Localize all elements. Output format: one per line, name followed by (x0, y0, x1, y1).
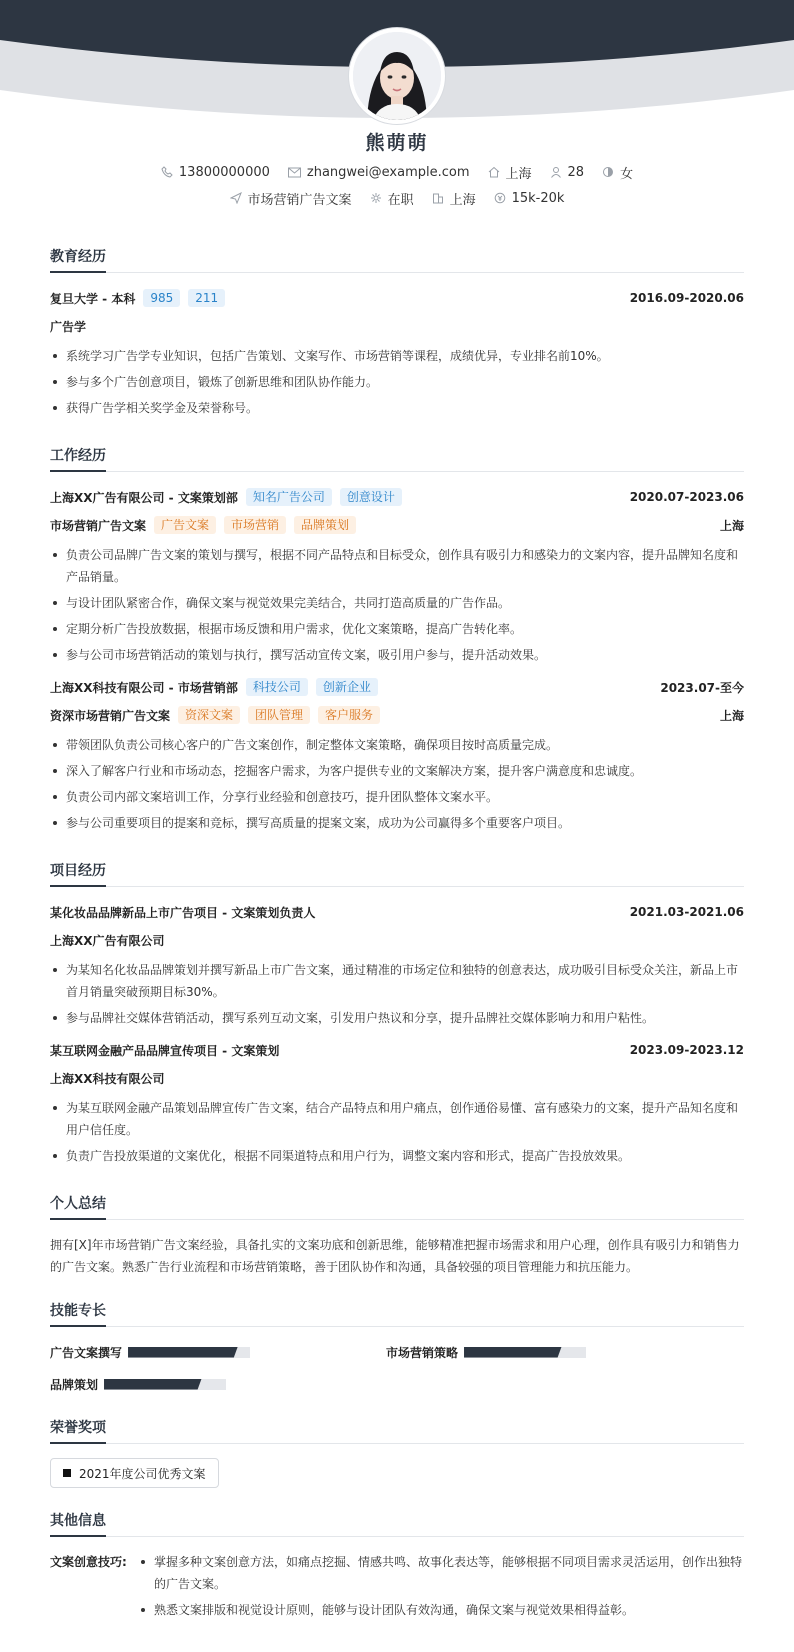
gear-icon (370, 192, 382, 204)
gender-icon (602, 166, 614, 178)
company-tag: 知名广告公司 (246, 488, 332, 506)
section-title: 工作经历 (50, 445, 744, 472)
company-tag: 创新企业 (316, 678, 378, 696)
other-section (50, 1510, 744, 1625)
skill-label: 品牌策划 (50, 1377, 99, 1392)
project-period: 2023.09-2023.12 (629, 1043, 744, 1057)
award-text: 2021年度公司优秀文案 (79, 1466, 206, 1481)
other-info (50, 1551, 744, 1625)
position-tag: 客户服务 (318, 706, 380, 724)
list-item: 负责公司内部文案培训工作，分享行业经验和创意技巧，提升团队整体文案水平。 (50, 786, 744, 808)
education-head (50, 287, 744, 309)
list-item: 负责公司品牌广告文案的策划与撰写，根据不同产品特点和目标受众，创作具有吸引力和感染力的文案内容，提升品牌知名度和产品销量。 (50, 544, 744, 588)
location-item (488, 163, 532, 182)
position-tag: 市场营销 (224, 516, 286, 534)
skill-label: 广告文案撰写 (50, 1345, 123, 1360)
list-item: 为某知名化妆品品牌策划并撰写新品上市广告文案，通过精准的市场定位和独特的创意表达，成功吸引目标受众关注，新品上市首月销量突破预期目标30%。 (50, 959, 744, 1003)
other-label: 文案创意技巧: (50, 1555, 127, 1569)
education-section (50, 246, 744, 419)
square-icon (63, 1469, 71, 1477)
list-item: 定期分析广告投放数据，根据市场反馈和用户需求，优化文案策略，提高广告转化率。 (50, 618, 744, 640)
candidate-name: 熊萌萌 (365, 132, 429, 154)
other-bullets (130, 1551, 744, 1625)
email-item (288, 165, 470, 180)
job-city: 上海 (719, 708, 744, 723)
summary-text: 拥有[X]年市场营销广告文案经验，具备扎实的文案功底和创新思维，能够精准把握市场需求和用户心理，创作具有吸引力和销售力的广告文案。熟悉广告行业流程和市场营销策略，善于团队协作和沟通，具备较强的项目管理能力和抗压能力。 (50, 1238, 740, 1274)
position-tag: 资深文案 (178, 706, 240, 724)
list-item: 参与品牌社交媒体营销活动，撰写系列互动文案，引发用户热议和分享，提升品牌社交媒体影响力和用户粘性。 (50, 1007, 744, 1029)
project-name: 某化妆品品牌新品上市广告项目 - 文案策划负责人 (50, 905, 316, 920)
phone-text: 13800000000 (178, 164, 270, 180)
target-city-text: 上海 (449, 192, 476, 208)
skill-bar (104, 1379, 226, 1390)
list-item: 参与多个广告创意项目，锻炼了创新思维和团队协作能力。 (50, 371, 744, 393)
major: 广告学 (50, 319, 87, 334)
company-name: 上海XX广告有限公司 - 文案策划部 (50, 490, 238, 505)
position-row (50, 514, 744, 536)
salary-text: 15k-20k (511, 190, 565, 206)
award-badge (50, 1458, 219, 1488)
skill-fill (464, 1347, 562, 1358)
gender-text: 女 (620, 166, 634, 182)
list-item: 熟悉文案排版和视觉设计原则，能够与设计团队有效沟通，确保文案与视觉效果相得益彰。 (138, 1599, 744, 1621)
resume-content (50, 246, 744, 1625)
list-item: 带领团队负责公司核心客户的广告文案创作，制定整体文案策略，确保项目按时高质量完成。 (50, 734, 744, 756)
skill-bar (464, 1347, 586, 1358)
position-tag: 广告文案 (154, 516, 216, 534)
list-item: 系统学习广告学专业知识，包括广告策划、文案写作、市场营销等课程，成绩优异，专业排名前10%。 (50, 345, 744, 367)
projects-section (50, 860, 744, 1167)
project-head (50, 901, 744, 923)
company-tag: 创意设计 (340, 488, 402, 506)
project-company: 上海XX广告有限公司 (50, 933, 165, 948)
user-icon (550, 166, 562, 178)
job-intent-row (0, 188, 794, 208)
skill-fill (104, 1379, 202, 1390)
list-item: 获得广告学相关奖学金及荣誉称号。 (50, 397, 744, 419)
avatar (349, 28, 445, 124)
skills-list (50, 1341, 744, 1405)
job-period: 2023.07-至今 (660, 680, 744, 695)
project-bullets (50, 959, 744, 1029)
list-item: 负责广告投放渠道的文案优化，根据不同渠道特点和用户行为，调整文案内容和形式，提高广告投放效果。 (50, 1145, 744, 1167)
home-icon (488, 166, 500, 178)
section-title: 项目经历 (50, 860, 744, 887)
gender-item (602, 163, 633, 182)
list-item: 参与公司重要项目的提案和竞标，撰写高质量的提案文案，成功为公司赢得多个重要客户项目。 (50, 812, 744, 834)
list-item: 深入了解客户行业和市场动态，挖掘客户需求，为客户提供专业的文案解决方案，提升客户满意度和忠诚度。 (50, 760, 744, 782)
list-item: 与设计团队紧密合作，确保文案与视觉效果完美结合，共同打造高质量的广告作品。 (50, 592, 744, 614)
skill-item (50, 1373, 386, 1395)
position-title: 资深市场营销广告文案 (50, 708, 171, 723)
salary-item (494, 191, 565, 206)
phone-icon (161, 166, 173, 178)
project-name: 某互联网金融产品品牌宣传项目 - 文案策划 (50, 1043, 280, 1058)
section-title: 个人总结 (50, 1193, 744, 1220)
mail-icon (288, 167, 301, 178)
skills-section (50, 1300, 744, 1405)
school-name: 复旦大学 - 本科 (50, 291, 136, 306)
target-job-item (230, 189, 352, 208)
age-text: 28 (567, 164, 585, 180)
education-period: 2016.09-2020.06 (629, 291, 744, 305)
section-title: 其他信息 (50, 1510, 744, 1537)
target-city-item (432, 189, 476, 208)
skill-item (50, 1341, 386, 1363)
position-row (50, 704, 744, 726)
job-city: 上海 (719, 518, 744, 533)
coin-icon (494, 192, 506, 204)
summary-section (50, 1193, 744, 1278)
school-tag: 211 (188, 289, 225, 307)
list-item: 参与公司市场营销活动的策划与执行，撰写活动宣传文案，吸引用户参与，提升活动效果。 (50, 644, 744, 666)
job-head (50, 676, 744, 698)
company-tag: 科技公司 (246, 678, 308, 696)
contact-row (0, 162, 794, 182)
company-name: 上海XX科技有限公司 - 市场营销部 (50, 680, 238, 695)
section-title: 教育经历 (50, 246, 744, 273)
position-title: 市场营销广告文案 (50, 518, 147, 533)
email-text: zhangwei@example.com (306, 164, 470, 180)
send-icon (230, 192, 242, 204)
project-company: 上海XX科技有限公司 (50, 1071, 165, 1086)
building-icon (432, 192, 444, 204)
project-period: 2021.03-2021.06 (629, 905, 744, 919)
education-bullets (50, 345, 744, 419)
job-bullets (50, 544, 744, 666)
project-head (50, 1039, 744, 1061)
age-item (550, 165, 585, 180)
status-text: 在职 (387, 192, 414, 208)
status-item (370, 189, 414, 208)
position-tag: 品牌策划 (294, 516, 356, 534)
position-tag: 团队管理 (248, 706, 310, 724)
awards-section (50, 1417, 744, 1488)
list-item: 掌握多种文案创意方法，如痛点挖掘、情感共鸣、故事化表达等，能够根据不同项目需求灵活运用，创作出独特的广告文案。 (138, 1551, 744, 1595)
section-title: 荣誉奖项 (50, 1417, 744, 1444)
location-text: 上海 (505, 166, 532, 182)
skill-fill (128, 1347, 238, 1358)
target-job-text: 市场营销广告文案 (247, 192, 352, 208)
work-section (50, 445, 744, 834)
section-title: 技能专长 (50, 1300, 744, 1327)
skill-label: 市场营销策略 (386, 1345, 459, 1360)
job-period: 2020.07-2023.06 (629, 490, 744, 504)
job-bullets (50, 734, 744, 834)
skill-item (386, 1341, 722, 1363)
job-head (50, 486, 744, 508)
skill-bar (128, 1347, 250, 1358)
school-tag: 985 (143, 289, 180, 307)
list-item: 为某互联网金融产品策划品牌宣传广告文案，结合产品特点和用户痛点，创作通俗易懂、富有感染力的文案，提升产品知名度和用户信任度。 (50, 1097, 744, 1141)
phone-item (161, 165, 270, 180)
project-bullets (50, 1097, 744, 1167)
